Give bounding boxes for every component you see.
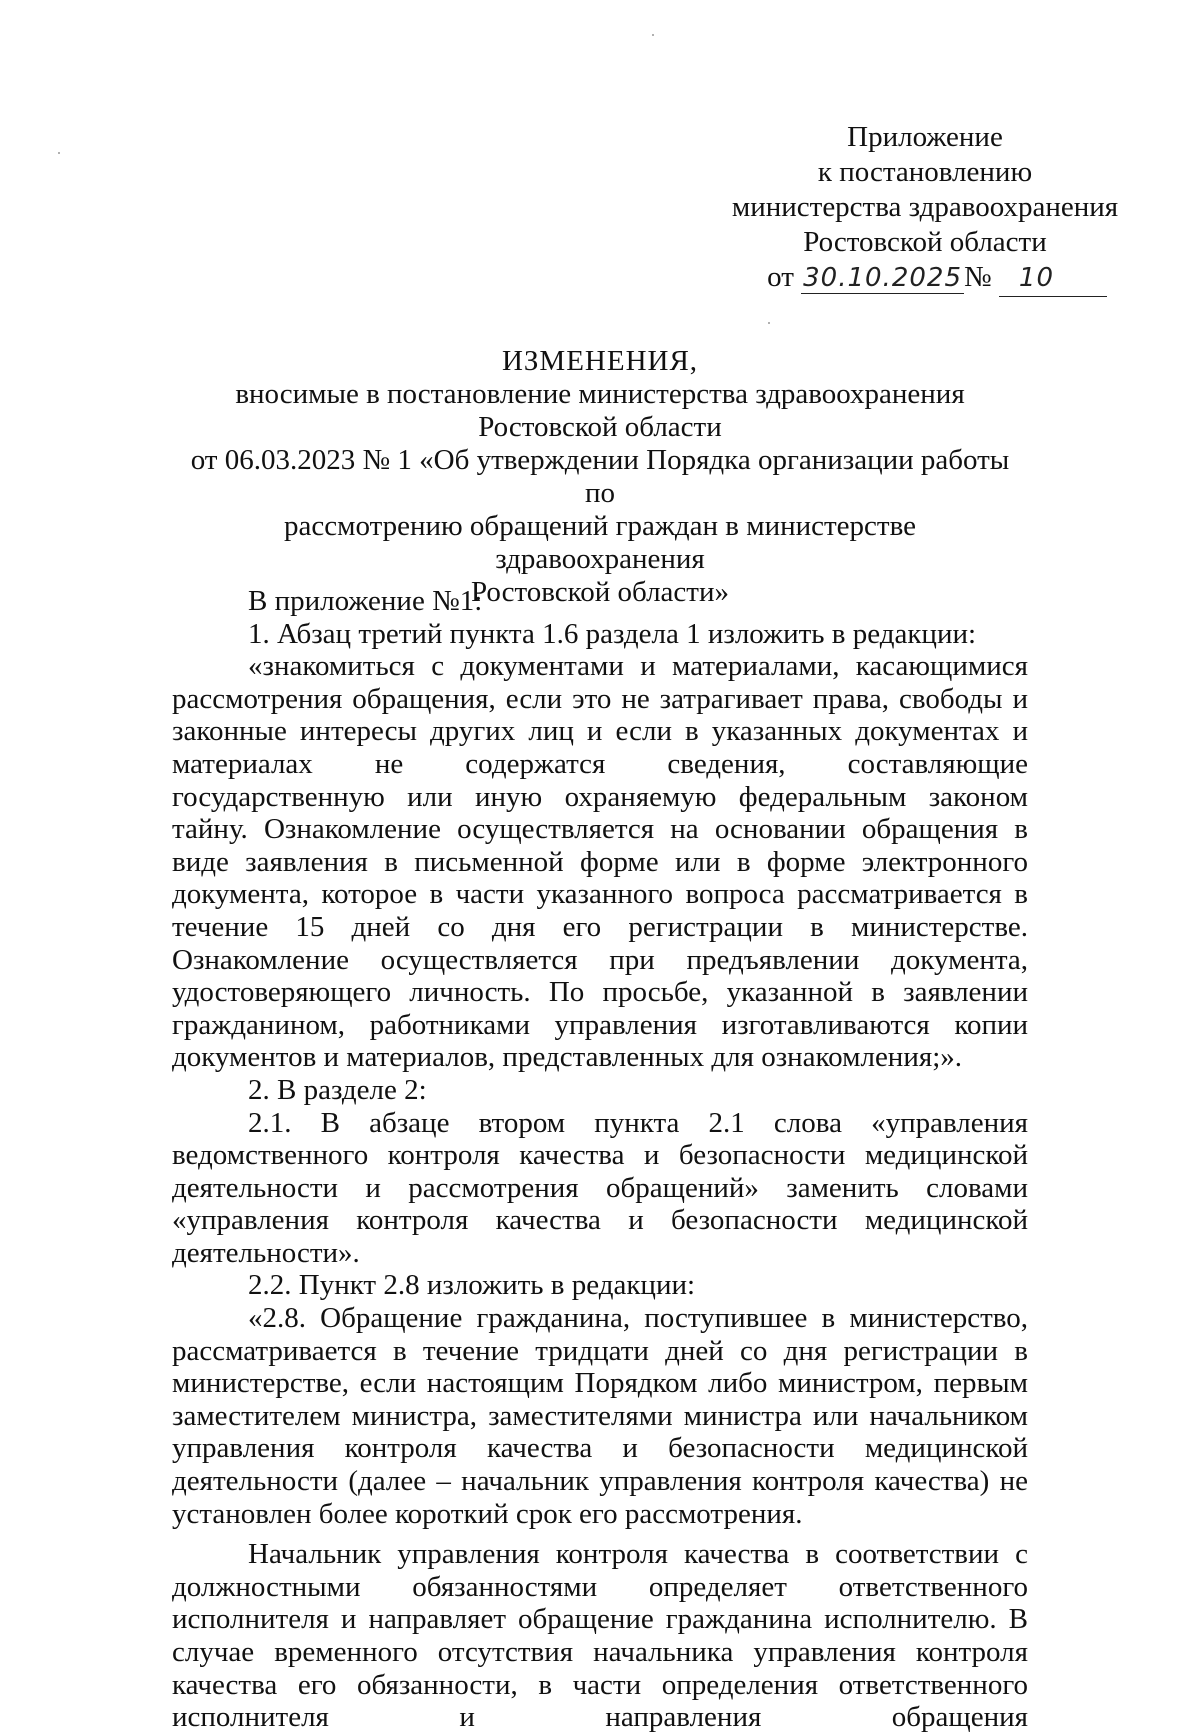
paragraph: 2. В разделе 2: [248,1073,427,1106]
paragraph: 2.2. Пункт 2.8 изложить в редакции: [248,1269,696,1302]
number-prefix: № [964,261,992,293]
title-heading: ИЗМЕНЕНИЯ, [501,345,699,377]
title-line: Ростовской области» [470,576,729,608]
annex-block [700,120,1150,297]
document-body [172,585,1028,1734]
annex-title: Приложение [847,121,1003,153]
scan-speck [58,152,60,154]
paragraph: «знакомиться с документами и материалами, касающимися рассмотрения обращения, если это не затрагивает права, свободы и законные интересы других лиц и если в указанных документах и материалах не содержатся сведения, составляющие государственную или иную охраняемую федеральным законом тайну. Ознакомление осуществляется на основании обращения в виде заявления в письменной форме или в форме электронного документа, которое в части указанного вопроса рассматривается в течение 15 дней со дня его регистрации в министерстве. Ознакомление осуществляется при предъявлении документа, удостоверяющего личность. По просьбе, указанной в заявлении гражданином, работниками управления изготавливаются копии документов и материалов, представленных для ознакомления;». [172,650,1028,1074]
document-title [180,345,1020,609]
paragraph: 2.1. В абзаце втором пункта 2.1 слова «управления ведомственного контроля качества и безопасности медицинской деятельности и рассмотрения обращений» заменить словами «управления контроля качества и безопасности медицинской деятельности». [172,1106,1028,1269]
scan-speck [652,34,654,36]
paragraph: 1. Абзац третий пункта 1.6 раздела 1 изложить в редакции: [248,617,977,650]
annex-line: министерства здравоохранения [731,191,1119,223]
paragraph: Начальник управления контроля качества в соответствии с должностными обязанностями определяет ответственного исполнителя и направляет обращение гражданина исполнителю. В случае временного отсутствия начальника управления контроля качества его обязанности, в части определения ответственного исполнителя и направления обращения [172,1538,1028,1734]
title-line: от 06.03.2023 № 1 «Об утверждении Порядка организации работы по [190,444,1010,509]
paragraph: «2.8. Обращение гражданина, поступившее в министерство, рассматривается в течение тридцати дней со дня регистрации в министерстве, если настоящим Порядком либо министром, первым заместителем министра, заместителями министра или начальником управления контроля качества и безопасности медицинской деятельности (далее – начальник управления контроля качества) не установлен более короткий срок его рассмотрения. [172,1302,1028,1530]
annex-line: Ростовской области [803,226,1047,258]
scan-speck [768,322,770,324]
annex-line: к постановлению [817,156,1033,188]
paragraph: В приложение №1: [248,585,483,617]
title-line: рассмотрению обращений граждан в министерстве здравоохранения [284,510,916,575]
handwritten-date: 30.10.2025 [803,263,962,293]
handwritten-number: 10 [999,261,1107,297]
title-line: вносимые в постановление министерства здравоохранения Ростовской области [235,378,965,443]
date-prefix: от [767,261,794,293]
annex-date-line [700,260,1150,297]
